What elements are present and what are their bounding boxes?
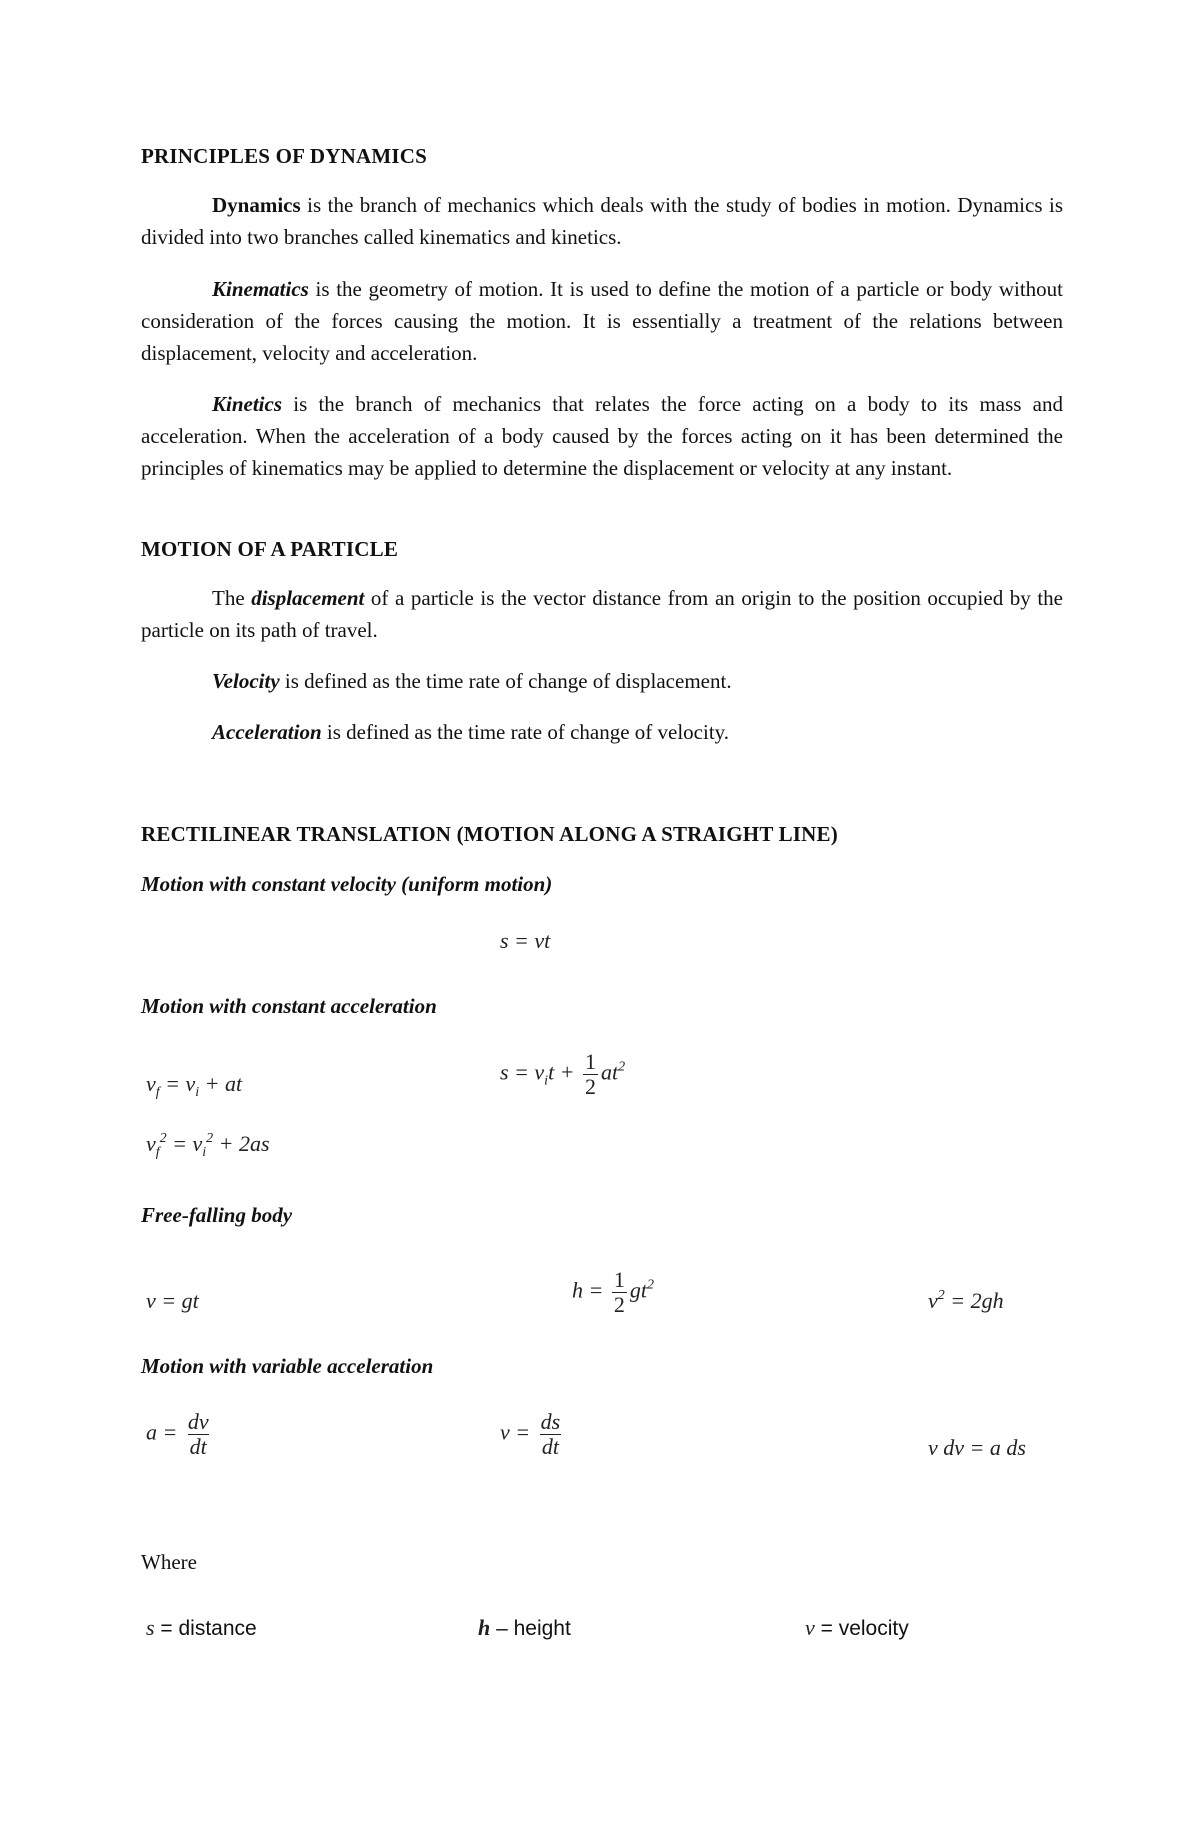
- legend-distance: [146, 1612, 257, 1645]
- rectilinear-heading: RECTILINEAR TRANSLATION (MOTION ALONG A STRAIGHT LINE): [141, 822, 838, 846]
- velocity-text: is defined as the time rate of change of displacement.: [279, 669, 732, 693]
- intro-dynamics: [141, 189, 1063, 253]
- dynamics-text: is the branch of mechanics which deals with the study of bodies in motion. Dynamics is divided into two branches called kinematics and kinetics.: [141, 193, 1063, 249]
- height-text: – height: [490, 1617, 571, 1640]
- symbol-s: s: [146, 1615, 155, 1640]
- equation-v2-2gh: $v^2 = 2gh$: [928, 1288, 1004, 1313]
- symbol-v: v: [805, 1615, 815, 1640]
- acceleration-paragraph: [141, 716, 1063, 748]
- equation-h-half-gt2: h = $\frac{1}{2}$ $gt^2$: [572, 1267, 654, 1317]
- equation-vf-squared: $v_f^2 = v_i^2 + 2as$: [146, 1131, 270, 1160]
- symbol-h: h: [478, 1615, 491, 1640]
- equation-uniform: s = vt: [500, 928, 551, 953]
- uniform-motion-heading: Motion with constant velocity (uniform motion): [141, 872, 553, 896]
- term-kinetics: Kinetics: [212, 392, 283, 416]
- disp-prefix: The: [212, 586, 252, 610]
- displacement-text: of a particle is the vector distance from an origin to the position occupied by the particle on its path of travel.: [141, 586, 1063, 642]
- acceleration-text: is defined as the time rate of change of velocity.: [321, 720, 730, 744]
- equation-s-const-acc: $s = v_it$ + $\frac{1}{2}$ $at^2$: [500, 1049, 626, 1099]
- kinematics-text: is the geometry of motion. It is used to define the motion of a particle or body without consideration of the forces causing the motion. It is essentially a treatment of the relations between displacement, velocity and acceleration.: [141, 277, 1063, 365]
- intro-kinetics: [141, 388, 1063, 484]
- equation-v-dv-a-ds: v dv = a ds: [928, 1435, 1026, 1460]
- equation-a-dv-dt: a = $\frac{dv}{dt}$: [146, 1409, 209, 1459]
- equation-v-gt: v = gt: [146, 1288, 199, 1313]
- velocity-legend-text: = velocity: [814, 1617, 909, 1640]
- term-acceleration: Acceleration: [212, 720, 322, 744]
- variable-acceleration-heading: Motion with variable acceleration: [141, 1354, 434, 1378]
- where-label: Where: [141, 1550, 197, 1574]
- velocity-paragraph: [141, 665, 1063, 697]
- equation-vf-at: $v_f = v_i$ + at: [146, 1071, 243, 1100]
- term-dynamics: Dynamics: [212, 193, 301, 217]
- free-falling-heading: Free-falling body: [141, 1203, 293, 1227]
- distance-text: = distance: [154, 1617, 257, 1640]
- equation-v-ds-dt: v = $\frac{ds}{dt}$: [500, 1409, 561, 1459]
- term-kinematics: Kinematics: [212, 277, 309, 301]
- motion-heading: MOTION OF A PARTICLE: [141, 537, 399, 561]
- page-title: PRINCIPLES OF DYNAMICS: [141, 144, 427, 168]
- kinetics-text: is the branch of mechanics that relates the force acting on a body to its mass and acceleration. When the acceleration of a body caused by the forces acting on it has been determined the principles of kinematics may be applied to determine the displacement or velocity at any instant.: [141, 392, 1063, 480]
- constant-acceleration-heading: Motion with constant acceleration: [141, 994, 437, 1018]
- legend-height: [478, 1612, 571, 1645]
- term-displacement: displacement: [251, 586, 365, 610]
- term-velocity: Velocity: [212, 669, 280, 693]
- displacement-paragraph: [141, 582, 1063, 646]
- intro-kinematics: [141, 273, 1063, 369]
- legend-velocity: [805, 1612, 909, 1645]
